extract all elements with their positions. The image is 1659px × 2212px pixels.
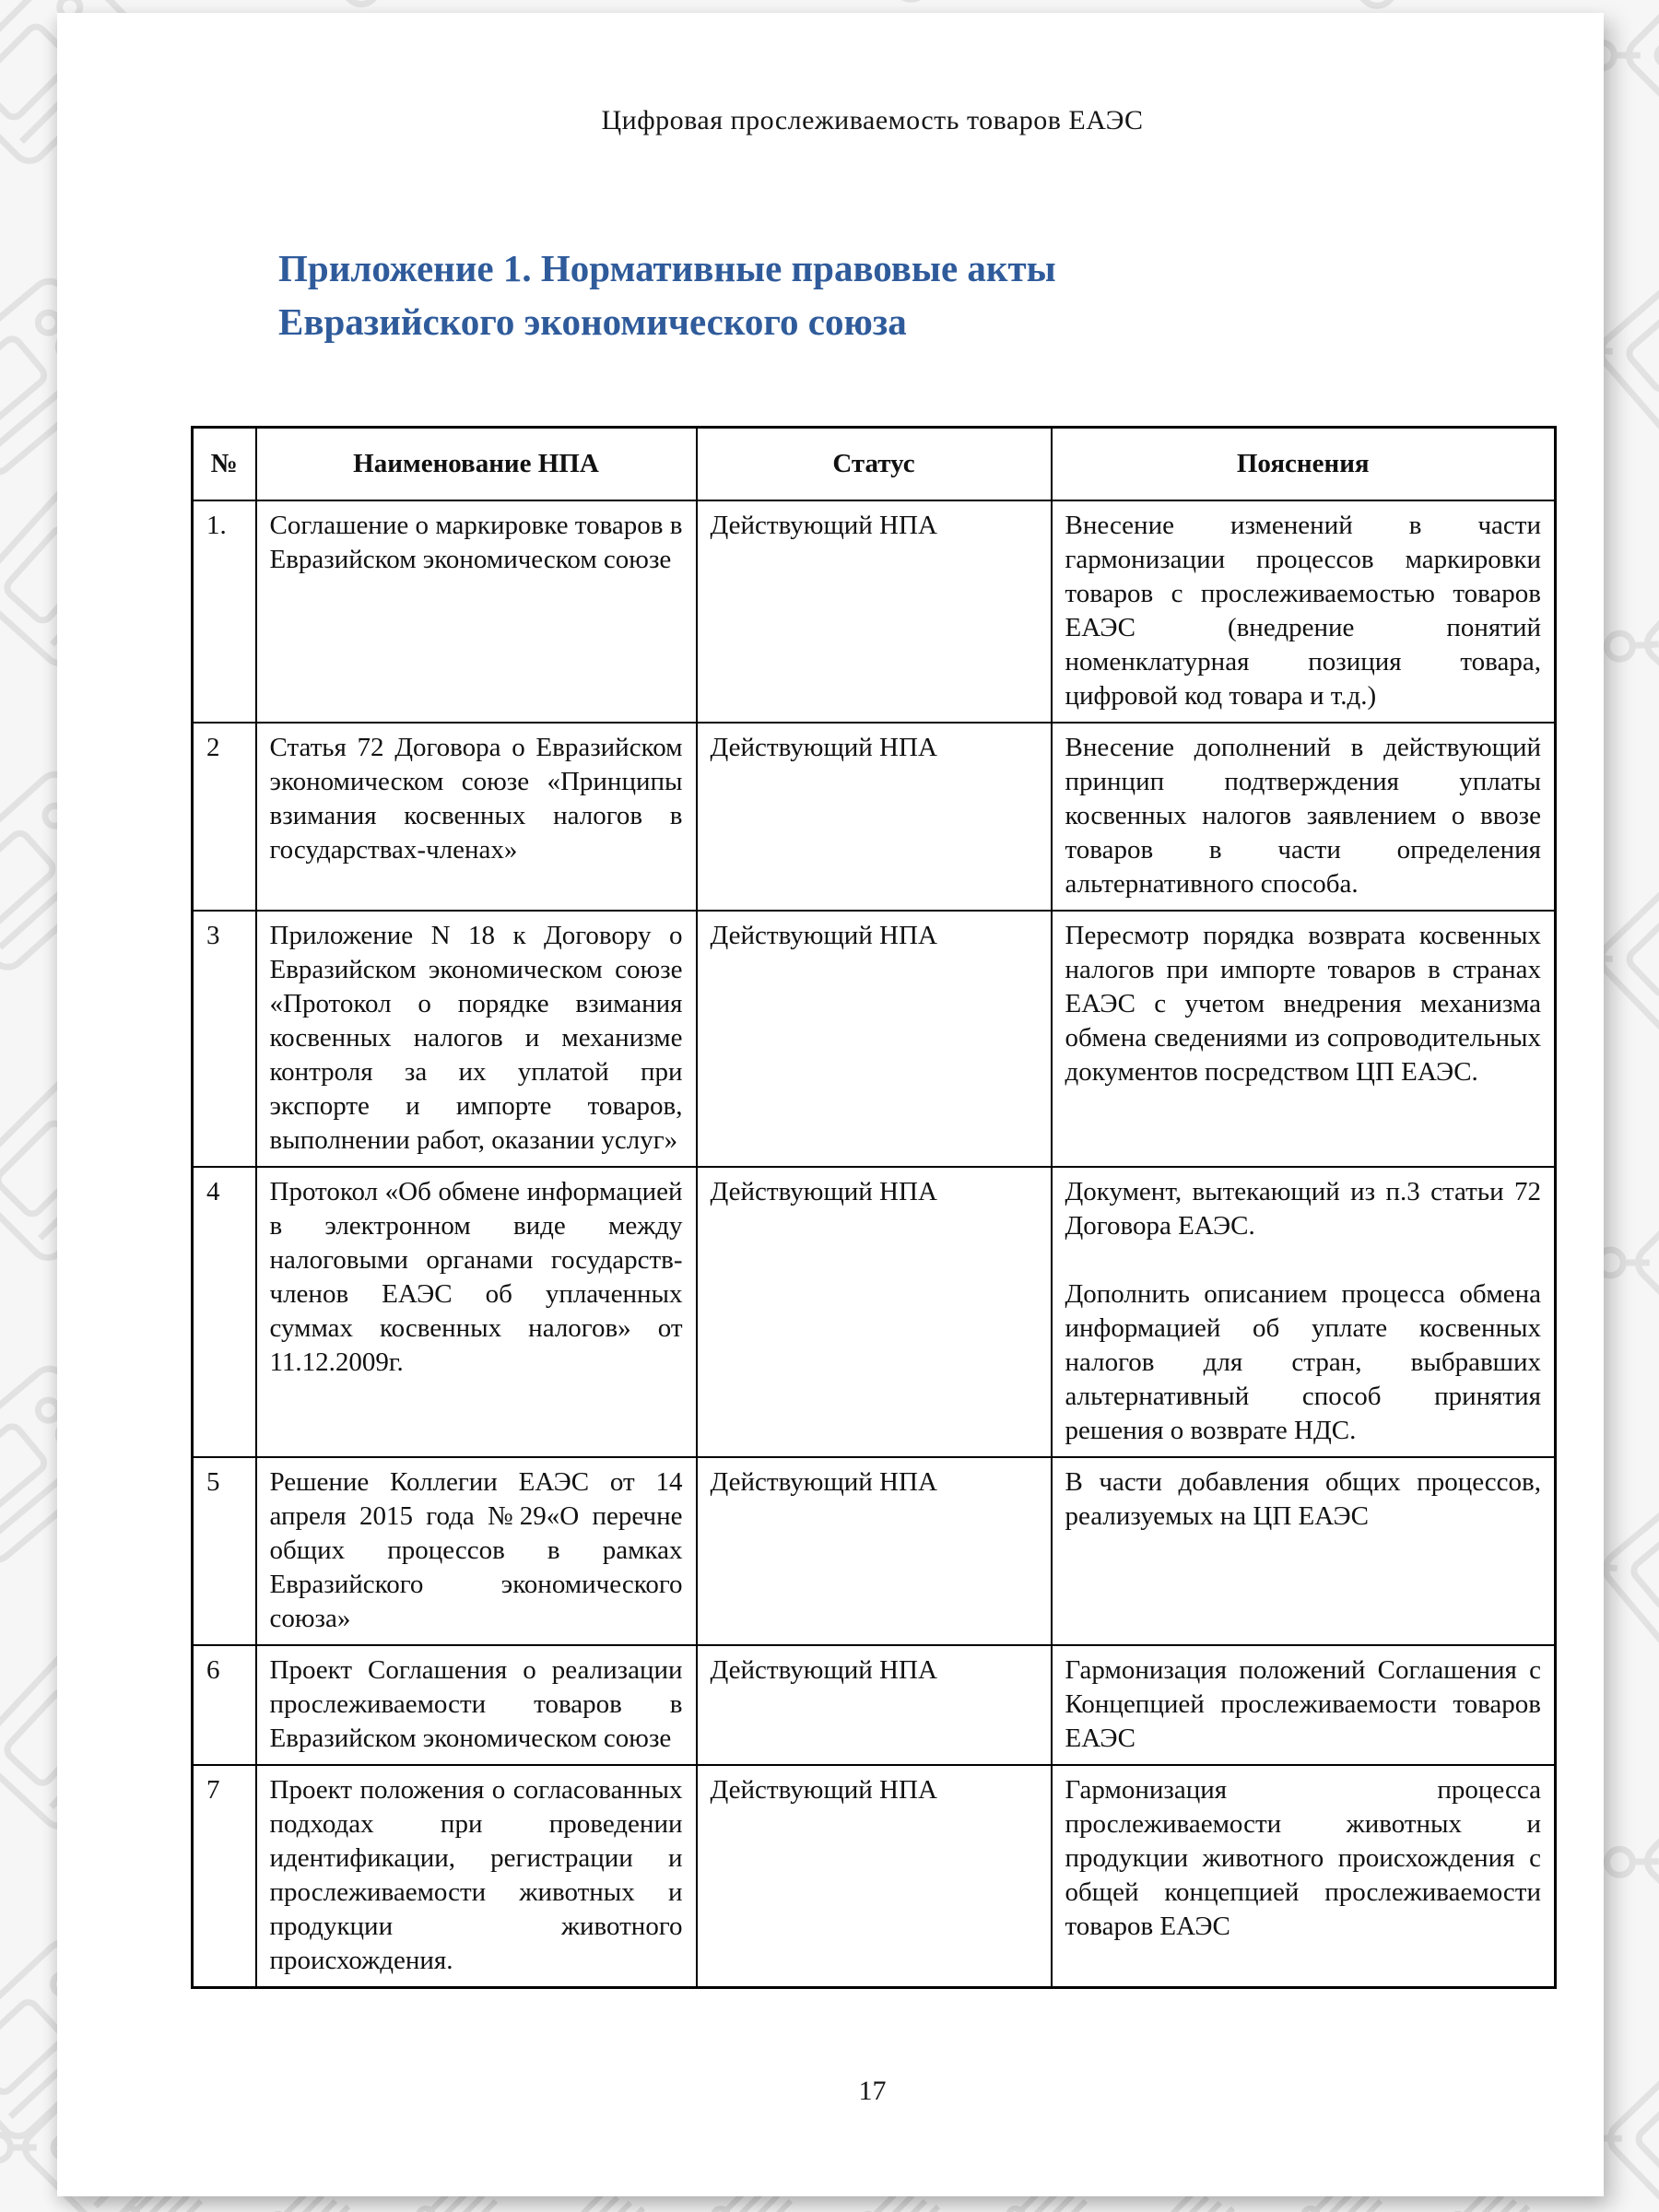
document-running-header: Цифровая прослеживаемость товаров ЕАЭС [601, 105, 1144, 135]
column-header-status: Статус [697, 428, 1052, 501]
npa-status: Действующий НПА [697, 500, 1052, 723]
explanation-paragraph: Гармонизация процесса прослеживаемости животных и продукции животного происхождения с общей концепцией прослеживаемости товаров ЕАЭС [1065, 1775, 1541, 1941]
npa-explanation [1052, 1457, 1556, 1645]
npa-explanation [1052, 1167, 1556, 1457]
column-header-name: Наименование НПА [256, 428, 697, 501]
table-row [193, 1645, 1556, 1765]
table-row [193, 1765, 1556, 1988]
table-header-row [193, 428, 1556, 501]
npa-explanation [1052, 1645, 1556, 1765]
page-number: 17 [858, 2076, 887, 2106]
npa-status: Действующий НПА [697, 1765, 1052, 1988]
npa-name: Проект положения о согласованных подходах при проведении идентификации, регистрации и прослеживаемости животных и продукции животного происхождения. [256, 1765, 697, 1988]
npa-table [191, 426, 1557, 1989]
page-title: Приложение 1. Нормативные правовые акты Евразийского экономического союза [278, 247, 1056, 343]
npa-name: Протокол «Об обмене информацией в электронном виде между налоговыми органами государств-членов ЕАЭС об уплаченных суммах косвенных налогов» от 11.12.2009г. [256, 1167, 697, 1457]
explanation-paragraph: Документ, вытекающий из п.3 статьи 72 Договора ЕАЭС. [1065, 1177, 1541, 1241]
table-row [193, 1457, 1556, 1645]
table-row [193, 500, 1556, 723]
npa-name: Приложение N 18 к Договору о Евразийском экономическом союзе «Протокол о порядке взимания косвенных налогов и механизме контроля за их уплатой при экспорте и импорте товаров, выполнении работ, оказании услуг» [256, 911, 697, 1167]
column-header-number: № [193, 428, 256, 501]
column-header-explanation: Пояснения [1052, 428, 1556, 501]
explanation-paragraph: Гармонизация положений Соглашения с Концепцией прослеживаемости товаров ЕАЭС [1065, 1655, 1541, 1753]
npa-explanation [1052, 1765, 1556, 1988]
table-row [193, 723, 1556, 911]
document-page [57, 13, 1604, 2196]
row-number: 7 [193, 1765, 256, 1988]
npa-status: Действующий НПА [697, 1457, 1052, 1645]
explanation-paragraph: Внесение дополнений в действующий принцип подтверждения уплаты косвенных налогов заявлением о ввозе товаров в части определения альтернативного способа. [1065, 733, 1541, 899]
row-number: 5 [193, 1457, 256, 1645]
row-number: 1. [193, 500, 256, 723]
npa-explanation [1052, 500, 1556, 723]
npa-status: Действующий НПА [697, 911, 1052, 1167]
table-row [193, 1167, 1556, 1457]
npa-status: Действующий НПА [697, 1167, 1052, 1457]
npa-explanation [1052, 911, 1556, 1167]
explanation-paragraph: Пересмотр порядка возврата косвенных налогов при импорте товаров в странах ЕАЭС с учетом внедрения механизма обмена сведениями из сопроводительных документов посредством ЦП ЕАЭС. [1065, 921, 1541, 1087]
table-row [193, 911, 1556, 1167]
explanation-paragraph: Внесение изменений в части гармонизации процессов маркировки товаров с прослеживаемостью товаров ЕАЭС (внедрение понятий номенклатурная позиция товара, цифровой код товара и т.д.) [1065, 511, 1541, 711]
row-number: 4 [193, 1167, 256, 1457]
row-number: 2 [193, 723, 256, 911]
npa-name: Соглашение о маркировке товаров в Евразийском экономическом союзе [256, 500, 697, 723]
npa-status: Действующий НПА [697, 1645, 1052, 1765]
npa-name: Решение Коллегии ЕАЭС от 14 апреля 2015 года №29«О перечне общих процессов в рамках Евразийского экономического союза» [256, 1457, 697, 1645]
row-number: 3 [193, 911, 256, 1167]
npa-explanation [1052, 723, 1556, 911]
explanation-paragraph: Дополнить описанием процесса обмена информацией об уплате косвенных налогов для стран, выбравших альтернативный способ принятия решения о возврате НДС. [1065, 1279, 1541, 1445]
npa-name: Проект Соглашения о реализации прослеживаемости товаров в Евразийском экономическом союзе [256, 1645, 697, 1765]
explanation-paragraph: В части добавления общих процессов, реализуемых на ЦП ЕАЭС [1065, 1467, 1541, 1531]
npa-name: Статья 72 Договора о Евразийском экономическом союзе «Принципы взимания косвенных налогов в государствах-членах» [256, 723, 697, 911]
table-body [193, 500, 1556, 1988]
npa-status: Действующий НПА [697, 723, 1052, 911]
row-number: 6 [193, 1645, 256, 1765]
